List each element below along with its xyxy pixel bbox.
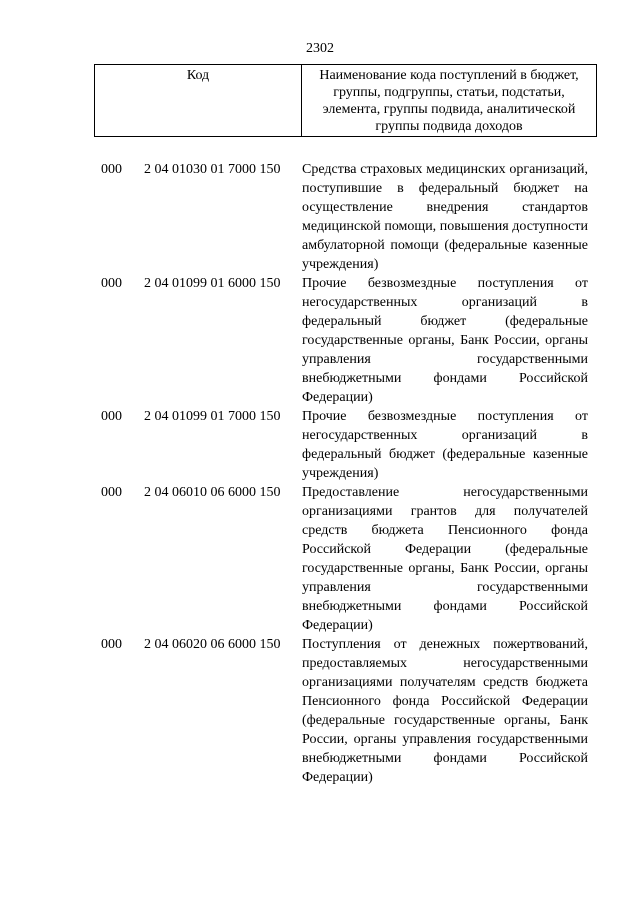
revenue-name: Поступления от денежных пожертвований, предоставляемых негосударственными организациями получателям средств бюджета Пенсионного фонда Российской Федерации (федеральные государственные органы, Банк России, органы управления государственными внебюджетными фондами Российской Федерации) bbox=[302, 637, 588, 785]
header-row bbox=[95, 65, 597, 137]
admin-code: 000 bbox=[101, 276, 122, 291]
revenue-code: 2 04 01030 01 7000 150 bbox=[144, 162, 281, 177]
list-item bbox=[0, 483, 640, 635]
revenue-name: Прочие безвозмездные поступления от негосударственных организаций в федеральный бюджет (федеральные государственные органы, Банк России, органы управления государственными внебюджетными фондами Российской Федерации) bbox=[302, 276, 588, 405]
list-item bbox=[0, 274, 640, 407]
page-number: 2302 bbox=[306, 41, 334, 56]
revenue-name: Прочие безвозмездные поступления от негосударственных организаций в федеральный бюджет (федеральные казенные учреждения) bbox=[302, 409, 588, 481]
admin-code: 000 bbox=[101, 637, 122, 652]
list-item bbox=[0, 635, 640, 787]
revenue-name: Предоставление негосударственными организациями грантов для получателей средств бюджета Пенсионного фонда Российской Федерации (федеральные государственные органы, Банк России, органы управления государственными внебюджетными фондами Российской Федерации) bbox=[302, 485, 588, 633]
header-name-cell: Наименование кода поступлений в бюджет, группы, подгруппы, статьи, подстатьи, элемента, группы подвида, аналитической группы подвида доходов bbox=[302, 65, 597, 137]
admin-code: 000 bbox=[101, 162, 122, 177]
admin-code: 000 bbox=[101, 409, 122, 424]
revenue-code: 2 04 06010 06 6000 150 bbox=[144, 485, 281, 500]
list-item bbox=[0, 160, 640, 274]
revenue-code: 2 04 01099 01 7000 150 bbox=[144, 409, 281, 424]
admin-code: 000 bbox=[101, 485, 122, 500]
revenue-code: 2 04 01099 01 6000 150 bbox=[144, 276, 281, 291]
revenue-name: Средства страховых медицинских организаций, поступившие в федеральный бюджет на осуществление внедрения стандартов медицинской помощи, повышения доступности амбулаторной помощи (федеральные казенные учреждения) bbox=[302, 162, 588, 272]
list-item bbox=[0, 407, 640, 483]
header-code-cell: Код bbox=[95, 65, 302, 137]
revenue-code-list bbox=[0, 160, 640, 787]
header-table bbox=[94, 64, 597, 137]
revenue-code: 2 04 06020 06 6000 150 bbox=[144, 637, 281, 652]
